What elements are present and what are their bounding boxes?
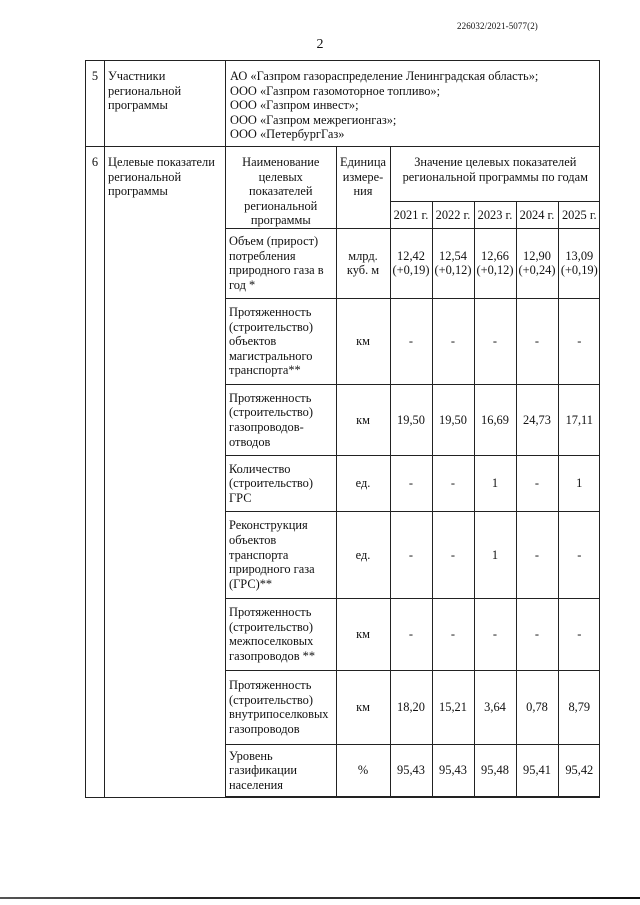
- row-label: Участники региональной программы: [105, 61, 226, 147]
- indicator-value: -: [390, 455, 432, 511]
- indicator-value: 95,48: [474, 744, 516, 796]
- participant: АО «Газпром газораспределение Ленинградская область»;: [230, 69, 539, 83]
- indicator-value: -: [432, 298, 474, 384]
- indicator-value: 95,42: [558, 744, 600, 796]
- indicator-value: 8,79: [558, 670, 600, 744]
- indicator-unit: км: [336, 384, 390, 455]
- indicator-unit: %: [336, 744, 390, 796]
- indicator-row: [226, 384, 600, 455]
- indicator-unit: км: [336, 598, 390, 670]
- indicator-name: Протяженность (строительство) объектов магистрального транспорта**: [226, 298, 336, 384]
- indicator-value: -: [516, 598, 558, 670]
- indicator-value: -: [558, 598, 600, 670]
- participant: ООО «Газпром инвест»;: [230, 98, 359, 113]
- indicator-value: 1: [474, 455, 516, 511]
- indicator-unit: км: [336, 298, 390, 384]
- indicator-value: -: [558, 298, 600, 384]
- indicator-name: Уровень газификации населения: [226, 744, 336, 796]
- indicator-value: -: [390, 511, 432, 598]
- indicator-value: -: [432, 511, 474, 598]
- header-year: 2024 г.: [516, 201, 558, 228]
- indicator-row: [226, 670, 600, 744]
- indicator-value: -: [474, 298, 516, 384]
- indicator-name: Протяженность (строительство) газопроводов-отводов: [226, 384, 336, 455]
- row-targets: [86, 146, 600, 797]
- header-year: 2025 г.: [558, 201, 600, 228]
- indicator-name: Протяженность (строительство) межпоселковых газопроводов **: [226, 598, 336, 670]
- indicator-value: -: [558, 511, 600, 598]
- indicator-value: 24,73: [516, 384, 558, 455]
- indicator-name: Реконструкция объектов транспорта природного газа (ГРС)**: [226, 511, 336, 598]
- document-number: 226032/2021-5077(2): [457, 21, 538, 31]
- indicator-value: 3,64: [474, 670, 516, 744]
- indicator-value: 95,41: [516, 744, 558, 796]
- indicator-unit: ед.: [336, 511, 390, 598]
- indicator-row: [226, 744, 600, 796]
- indicator-value: -: [390, 298, 432, 384]
- targets-cell: [226, 146, 600, 797]
- indicator-unit: ед.: [336, 455, 390, 511]
- indicator-value: 13,09 (+0,19): [558, 228, 600, 298]
- row-number: 6: [86, 146, 105, 797]
- header-year: 2023 г.: [474, 201, 516, 228]
- row-number: 5: [86, 61, 105, 147]
- participant: ООО «Газпром межрегионгаз»;: [230, 112, 397, 127]
- participants-list: [226, 61, 600, 147]
- row-participants: [86, 61, 600, 147]
- indicator-value: 95,43: [390, 744, 432, 796]
- indicator-unit: млрд. куб. м: [336, 228, 390, 298]
- indicator-value: -: [432, 455, 474, 511]
- indicator-row: [226, 511, 600, 598]
- indicator-value: 1: [558, 455, 600, 511]
- header-year: 2021 г.: [390, 201, 432, 228]
- indicator-value: 12,42 (+0,19): [390, 228, 432, 298]
- indicator-row: [226, 228, 600, 298]
- scan-bottom-edge: [0, 897, 640, 899]
- indicator-value: 19,50: [390, 384, 432, 455]
- indicator-value: 18,20: [390, 670, 432, 744]
- indicator-value: 19,50: [432, 384, 474, 455]
- indicator-row: [226, 598, 600, 670]
- indicator-name: Объем (прирост) потребления природного газа в год *: [226, 228, 336, 298]
- row-label: Целевые показатели региональной программы: [105, 146, 226, 797]
- indicator-value: -: [516, 298, 558, 384]
- indicator-value: 12,54 (+0,12): [432, 228, 474, 298]
- indicator-unit: км: [336, 670, 390, 744]
- indicator-value: -: [516, 511, 558, 598]
- indicator-value: 95,43: [432, 744, 474, 796]
- participant: ООО «ПетербургГаз»: [230, 127, 345, 142]
- indicator-name: Количество (строительство) ГРС: [226, 455, 336, 511]
- header-unit: Единица измере-ния: [336, 147, 390, 228]
- page-number: 2: [316, 37, 324, 52]
- participant: ООО «Газпром газомоторное топливо»;: [230, 83, 441, 98]
- indicator-value: 1: [474, 511, 516, 598]
- indicator-value: -: [390, 598, 432, 670]
- indicator-value: 0,78: [516, 670, 558, 744]
- indicator-value: -: [516, 455, 558, 511]
- header-year: 2022 г.: [432, 201, 474, 228]
- targets-table: [226, 147, 600, 797]
- indicator-value: 12,66 (+0,12): [474, 228, 516, 298]
- indicator-row: [226, 298, 600, 384]
- indicator-row: [226, 455, 600, 511]
- header-indicator: Наименование целевых показателей региональной программы: [226, 147, 336, 228]
- indicator-value: -: [474, 598, 516, 670]
- indicator-value: -: [432, 598, 474, 670]
- indicator-value: 17,11: [558, 384, 600, 455]
- indicator-name: Протяженность (строительство) внутрипоселковых газопроводов: [226, 670, 336, 744]
- header-values: Значение целевых показателей региональной программы по годам: [390, 147, 600, 201]
- program-passport-table: [85, 60, 600, 798]
- indicator-value: 12,90 (+0,24): [516, 228, 558, 298]
- indicator-value: 15,21: [432, 670, 474, 744]
- indicator-value: 16,69: [474, 384, 516, 455]
